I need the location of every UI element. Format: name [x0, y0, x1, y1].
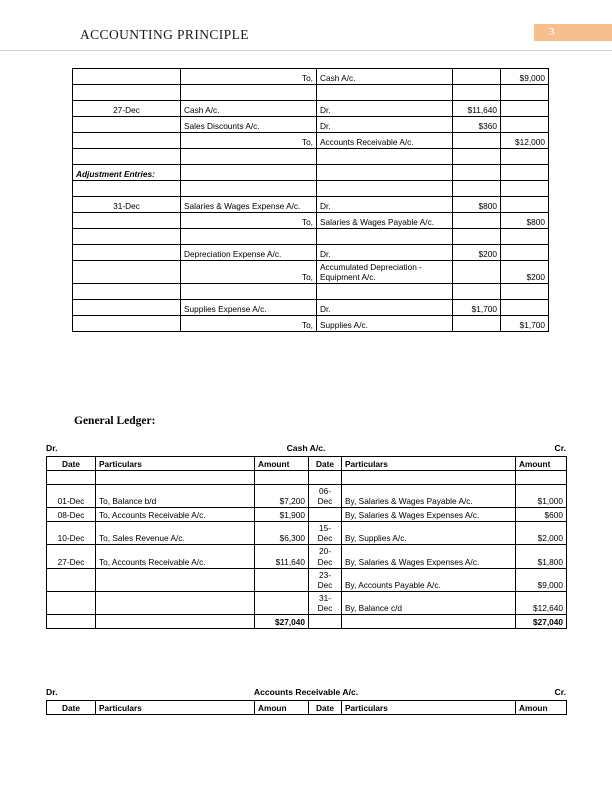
- cash-ledger-dr-label: Dr.: [46, 443, 58, 453]
- ledger-dr-amount-cell: [255, 568, 309, 591]
- journal-account-cell: Accounts Receivable A/c.: [317, 133, 453, 149]
- journal-credit-cell: [501, 197, 549, 213]
- ledger-header-row: [47, 701, 567, 715]
- journal-credit-cell: $800: [501, 213, 549, 229]
- ledger-dr-amount-cell: $7,200: [255, 485, 309, 508]
- ledger-dr-date-cell: 27-Dec: [47, 545, 96, 568]
- ledger-column-header: Date: [47, 701, 96, 715]
- journal-date-cell: [73, 261, 181, 284]
- journal-account-cell: [317, 165, 453, 181]
- ledger-row: [47, 591, 567, 614]
- journal-credit-cell: $12,000: [501, 133, 549, 149]
- journal-debit-cell: [453, 69, 501, 85]
- journal-credit-cell: [501, 229, 549, 245]
- journal-account-cell: [317, 181, 453, 197]
- journal-credit-cell: [501, 245, 549, 261]
- cash-ledger-caption: [46, 443, 566, 455]
- journal-particulars-cell: [181, 149, 317, 165]
- ledger-dr-date-cell: 10-Dec: [47, 522, 96, 545]
- ledger-cr-particulars-cell: [342, 615, 516, 629]
- journal-account-cell: Dr.: [317, 117, 453, 133]
- cash-ledger-cr-label: Cr.: [554, 443, 566, 453]
- journal-account-cell: [317, 284, 453, 300]
- journal-date-cell: [73, 117, 181, 133]
- ledger-cr-particulars-cell: By, Supplies A/c.: [342, 522, 516, 545]
- journal-debit-cell: [453, 85, 501, 101]
- header-divider: [0, 50, 612, 51]
- journal-account-cell: Cash A/c.: [317, 69, 453, 85]
- journal-date-cell: [73, 149, 181, 165]
- journal-particulars-cell: [181, 85, 317, 101]
- ledger-column-header: Amount: [516, 457, 567, 471]
- journal-credit-cell: $1,700: [501, 316, 549, 332]
- ledger-dr-amount-cell: [255, 471, 309, 485]
- ledger-row: [47, 545, 567, 568]
- journal-credit-cell: [501, 181, 549, 197]
- journal-particulars-cell: Supplies Expense A/c.: [181, 300, 317, 316]
- journal-row: [73, 69, 549, 85]
- ledger-dr-amount-cell: [255, 591, 309, 614]
- journal-credit-cell: $200: [501, 261, 549, 284]
- journal-particulars-cell: [181, 165, 317, 181]
- journal-account-cell: Accumulated Depreciation - Equipment A/c.: [317, 261, 453, 284]
- journal-debit-cell: [453, 165, 501, 181]
- journal-credit-cell: [501, 149, 549, 165]
- journal-account-cell: [317, 229, 453, 245]
- ledger-cr-particulars-cell: By, Salaries & Wages Expenses A/c.: [342, 545, 516, 568]
- ledger-cr-particulars-cell: By, Salaries & Wages Payable A/c.: [342, 485, 516, 508]
- journal-row: [73, 213, 549, 229]
- ledger-cr-amount-cell: $1,800: [516, 545, 567, 568]
- ledger-dr-particulars-cell: [96, 591, 255, 614]
- ar-ledger-body: [47, 701, 567, 715]
- ledger-dr-amount-cell: $6,300: [255, 522, 309, 545]
- ledger-header-row: [47, 457, 567, 471]
- journal-account-cell: Supplies A/c.: [317, 316, 453, 332]
- cash-ledger-body: [47, 457, 567, 629]
- journal-particulars-cell: To,: [181, 133, 317, 149]
- page-header: [0, 0, 612, 58]
- ledger-cr-amount-cell: $9,000: [516, 568, 567, 591]
- ledger-row: [47, 568, 567, 591]
- journal-row: [73, 316, 549, 332]
- ar-ledger-caption: [46, 687, 566, 699]
- ledger-cr-amount-cell: $2,000: [516, 522, 567, 545]
- ledger-cr-particulars-cell: [342, 471, 516, 485]
- ledger-dr-amount-cell: $1,900: [255, 508, 309, 522]
- journal-particulars-cell: Depreciation Expense A/c.: [181, 245, 317, 261]
- journal-date-cell: [73, 316, 181, 332]
- journal-debit-cell: [453, 181, 501, 197]
- ledger-cr-amount-cell: $27,040: [516, 615, 567, 629]
- ledger-cr-date-cell: 06-Dec: [309, 485, 342, 508]
- ledger-cr-amount-cell: $12,640: [516, 591, 567, 614]
- ledger-row: [47, 485, 567, 508]
- ledger-dr-particulars-cell: To, Balance b/d: [96, 485, 255, 508]
- ledger-dr-date-cell: [47, 568, 96, 591]
- ledger-dr-date-cell: 01-Dec: [47, 485, 96, 508]
- journal-account-cell: Dr.: [317, 197, 453, 213]
- journal-row: [73, 261, 549, 284]
- ledger-cr-particulars-cell: By, Accounts Payable A/c.: [342, 568, 516, 591]
- journal-date-cell: [73, 181, 181, 197]
- ledger-row: [47, 522, 567, 545]
- journal-date-cell: [73, 245, 181, 261]
- journal-row: [73, 101, 549, 117]
- journal-date-cell: [73, 85, 181, 101]
- ar-ledger-dr-label: Dr.: [46, 687, 58, 697]
- journal-debit-cell: [453, 229, 501, 245]
- ledger-column-header: Particulars: [342, 701, 516, 715]
- journal-row: [73, 245, 549, 261]
- ledger-column-header: Amoun: [255, 701, 309, 715]
- ledger-cr-date-cell: 15-Dec: [309, 522, 342, 545]
- ledger-column-header: Date: [47, 457, 96, 471]
- ledger-cr-date-cell: [309, 471, 342, 485]
- journal-date-cell: [73, 229, 181, 245]
- journal-date-cell: Adjustment Entries:: [73, 165, 181, 181]
- ledger-column-header: Particulars: [96, 701, 255, 715]
- journal-debit-cell: $800: [453, 197, 501, 213]
- ledger-cr-date-cell: [309, 508, 342, 522]
- journal-row: [73, 117, 549, 133]
- journal-credit-cell: $9,000: [501, 69, 549, 85]
- document-title: ACCOUNTING PRINCIPLE: [80, 27, 249, 42]
- journal-row: [73, 85, 549, 101]
- ledger-dr-particulars-cell: To, Sales Revenue A/c.: [96, 522, 255, 545]
- journal-row: [73, 165, 549, 181]
- journal-particulars-cell: To,: [181, 316, 317, 332]
- journal-credit-cell: [501, 284, 549, 300]
- journal-account-cell: [317, 85, 453, 101]
- journal-debit-cell: [453, 261, 501, 284]
- journal-particulars-cell: [181, 284, 317, 300]
- journal-date-cell: 31-Dec: [73, 197, 181, 213]
- journal-credit-cell: [501, 165, 549, 181]
- ledger-cr-amount-cell: [516, 471, 567, 485]
- ar-ledger-table: [46, 700, 567, 715]
- journal-account-cell: Dr.: [317, 245, 453, 261]
- cash-ledger-title: Cash A/c.: [286, 443, 326, 453]
- journal-entries-table: [72, 68, 549, 332]
- general-ledger-heading: General Ledger:: [74, 415, 156, 427]
- ledger-row: [47, 508, 567, 522]
- journal-particulars-cell: To,: [181, 213, 317, 229]
- cash-ledger-table: [46, 456, 567, 629]
- journal-row: [73, 149, 549, 165]
- ledger-dr-date-cell: 08-Dec: [47, 508, 96, 522]
- journal-row: [73, 300, 549, 316]
- journal-account-cell: Salaries & Wages Payable A/c.: [317, 213, 453, 229]
- ledger-cr-particulars-cell: By, Balance c/d: [342, 591, 516, 614]
- ledger-column-header: Amoun: [516, 701, 567, 715]
- journal-credit-cell: [501, 85, 549, 101]
- ledger-dr-particulars-cell: [96, 615, 255, 629]
- ledger-cr-date-cell: 31-Dec: [309, 591, 342, 614]
- ledger-row: [47, 471, 567, 485]
- ledger-cr-date-cell: [309, 615, 342, 629]
- journal-row: [73, 229, 549, 245]
- ar-ledger-title: Accounts Receivable A/c.: [253, 687, 359, 697]
- ledger-dr-date-cell: [47, 471, 96, 485]
- ledger-dr-particulars-cell: [96, 568, 255, 591]
- journal-account-cell: Dr.: [317, 300, 453, 316]
- journal-particulars-cell: To,: [181, 69, 317, 85]
- journal-date-cell: [73, 69, 181, 85]
- journal-row: [73, 197, 549, 213]
- journal-debit-cell: [453, 133, 501, 149]
- ledger-dr-date-cell: [47, 615, 96, 629]
- journal-debit-cell: $1,700: [453, 300, 501, 316]
- journal-debit-cell: $360: [453, 117, 501, 133]
- ledger-column-header: Particulars: [342, 457, 516, 471]
- journal-debit-cell: $11,640: [453, 101, 501, 117]
- page-number-text: 3: [549, 26, 555, 38]
- page-number-badge: [534, 24, 612, 41]
- ledger-column-header: Date: [309, 457, 342, 471]
- ledger-column-header: Particulars: [96, 457, 255, 471]
- journal-row: [73, 133, 549, 149]
- journal-particulars-cell: To,: [181, 261, 317, 284]
- journal-date-cell: [73, 300, 181, 316]
- ledger-column-header: Date: [309, 701, 342, 715]
- journal-credit-cell: [501, 300, 549, 316]
- journal-particulars-cell: Salaries & Wages Expense A/c.: [181, 197, 317, 213]
- ledger-cr-particulars-cell: By, Salaries & Wages Expenses A/c.: [342, 508, 516, 522]
- ledger-dr-particulars-cell: To, Accounts Receivable A/c.: [96, 508, 255, 522]
- ledger-dr-amount-cell: $27,040: [255, 615, 309, 629]
- journal-credit-cell: [501, 101, 549, 117]
- ledger-cr-amount-cell: $1,000: [516, 485, 567, 508]
- ar-ledger-cr-label: Cr.: [554, 687, 566, 697]
- journal-particulars-cell: [181, 181, 317, 197]
- journal-debit-cell: [453, 284, 501, 300]
- ledger-dr-amount-cell: $11,640: [255, 545, 309, 568]
- journal-table-body: [73, 69, 549, 332]
- ledger-row: [47, 615, 567, 629]
- journal-row: [73, 181, 549, 197]
- ledger-cr-date-cell: 23-Dec: [309, 568, 342, 591]
- journal-account-cell: Dr.: [317, 101, 453, 117]
- journal-account-cell: [317, 149, 453, 165]
- journal-date-cell: [73, 213, 181, 229]
- ledger-dr-particulars-cell: To, Accounts Receivable A/c.: [96, 545, 255, 568]
- ledger-cr-amount-cell: $600: [516, 508, 567, 522]
- journal-date-cell: 27-Dec: [73, 101, 181, 117]
- journal-particulars-cell: [181, 229, 317, 245]
- journal-row: [73, 284, 549, 300]
- ledger-dr-particulars-cell: [96, 471, 255, 485]
- journal-particulars-cell: Cash A/c.: [181, 101, 317, 117]
- journal-date-cell: [73, 284, 181, 300]
- journal-credit-cell: [501, 117, 549, 133]
- journal-debit-cell: [453, 149, 501, 165]
- ledger-dr-date-cell: [47, 591, 96, 614]
- journal-debit-cell: [453, 316, 501, 332]
- journal-debit-cell: [453, 213, 501, 229]
- journal-particulars-cell: Sales Discounts A/c.: [181, 117, 317, 133]
- ledger-cr-date-cell: 20-Dec: [309, 545, 342, 568]
- ledger-column-header: Amount: [255, 457, 309, 471]
- journal-debit-cell: $200: [453, 245, 501, 261]
- journal-date-cell: [73, 133, 181, 149]
